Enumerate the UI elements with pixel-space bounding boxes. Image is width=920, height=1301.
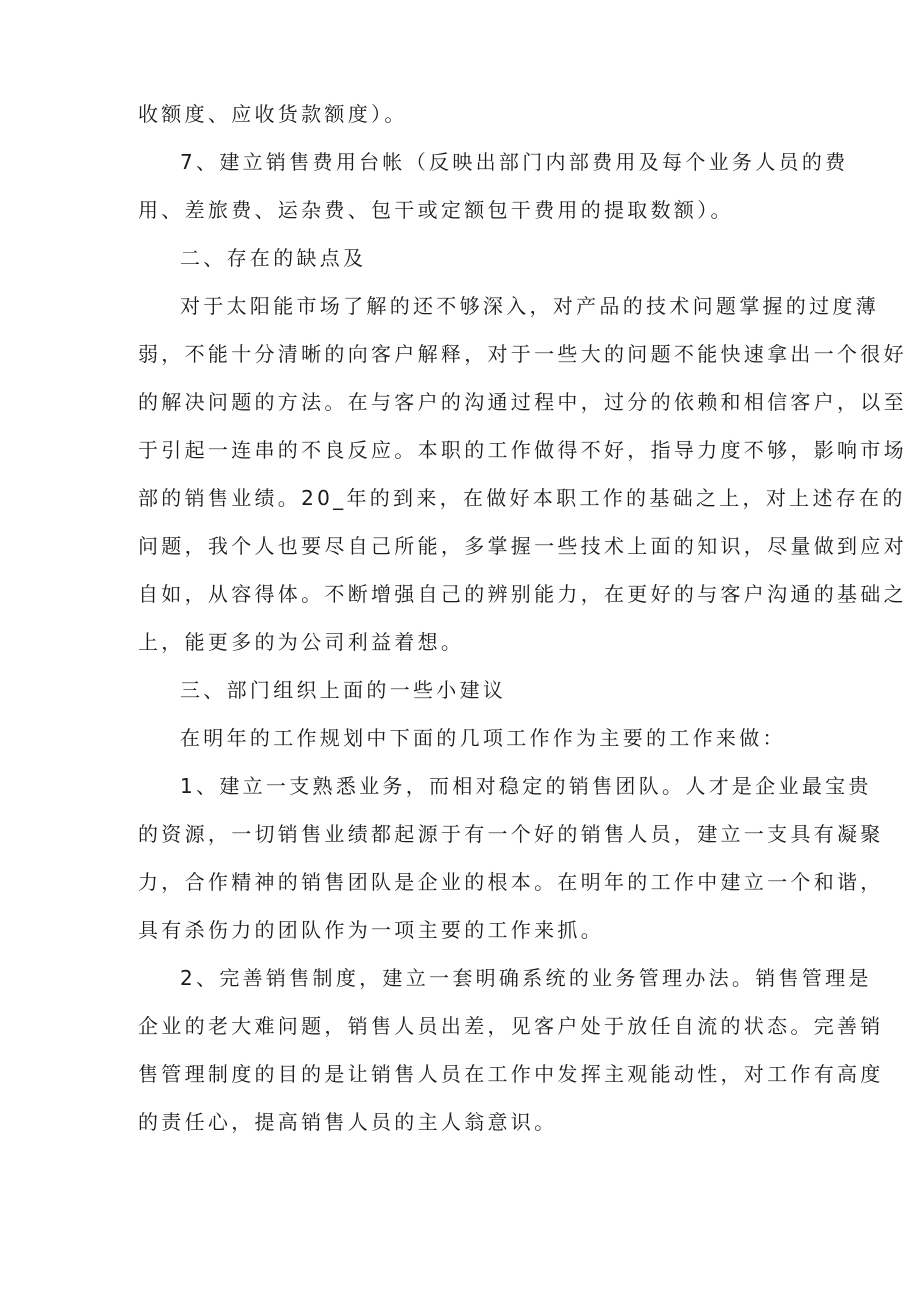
text-line: 用、差旅费、运杂费、包干或定额包干费用的提取数额）。 [138,198,734,222]
text-line: 问题，我个人也要尽自己所能，多掌握一些技术上面的知识，尽量做到应对 [138,534,907,558]
text-line: 1、建立一支熟悉业务，而相对稳定的销售团队。人才是企业最宝贵 [180,774,872,798]
text-line: 7、建立销售费用台帐（反映出部门内部费用及每个业务人员的费 [180,150,849,174]
text-line: 自如，从容得体。不断增强自己的辨别能力，在更好的与客户沟通的基础之 [138,582,907,606]
text-line: 力，合作精神的销售团队是企业的根本。在明年的工作中建立一个和谐， [138,870,884,894]
section-heading: 二、存在的缺点及 [180,246,367,270]
text-line: 于引起一连串的不良反应。本职的工作做得不好，指导力度不够，影响市场 [138,438,907,462]
text-line: 的资源，一切销售业绩都起源于有一个好的销售人员，建立一支具有凝聚 [138,822,884,846]
text-line: 收额度、应收货款额度）。 [138,102,408,126]
text-line: 售管理制度的目的是让销售人员在工作中发挥主观能动性，对工作有高度 [138,1062,884,1086]
text-line: 弱，不能十分清晰的向客户解释，对于一些大的问题不能快速拿出一个很好 [138,342,907,366]
text-line: 2、完善销售制度，建立一套明确系统的业务管理办法。销售管理是 [180,966,872,990]
text-line: 上，能更多的为公司利益着想。 [138,630,465,654]
text-line: 企业的老大难问题，销售人员出差，见客户处于放任自流的状态。完善销 [138,1014,884,1038]
document-body [138,97,907,1153]
text-line: 部的销售业绩。20_年的到来，在做好本职工作的基础之上，对上述存在的 [138,486,906,510]
text-line: 对于太阳能市场了解的还不够深入，对产品的技术问题掌握的过度薄 [180,294,879,318]
text-line: 在明年的工作规划中下面的几项工作作为主要的工作来做： [180,726,786,750]
text-line: 的解决问题的方法。在与客户的沟通过程中，过分的依赖和相信客户，以至 [138,390,907,414]
text-line: 的责任心，提高销售人员的主人翁意识。 [138,1110,558,1134]
section-heading: 三、部门组织上面的一些小建议 [180,678,507,702]
text-line: 具有杀伤力的团队作为一项主要的工作来抓。 [138,918,604,942]
